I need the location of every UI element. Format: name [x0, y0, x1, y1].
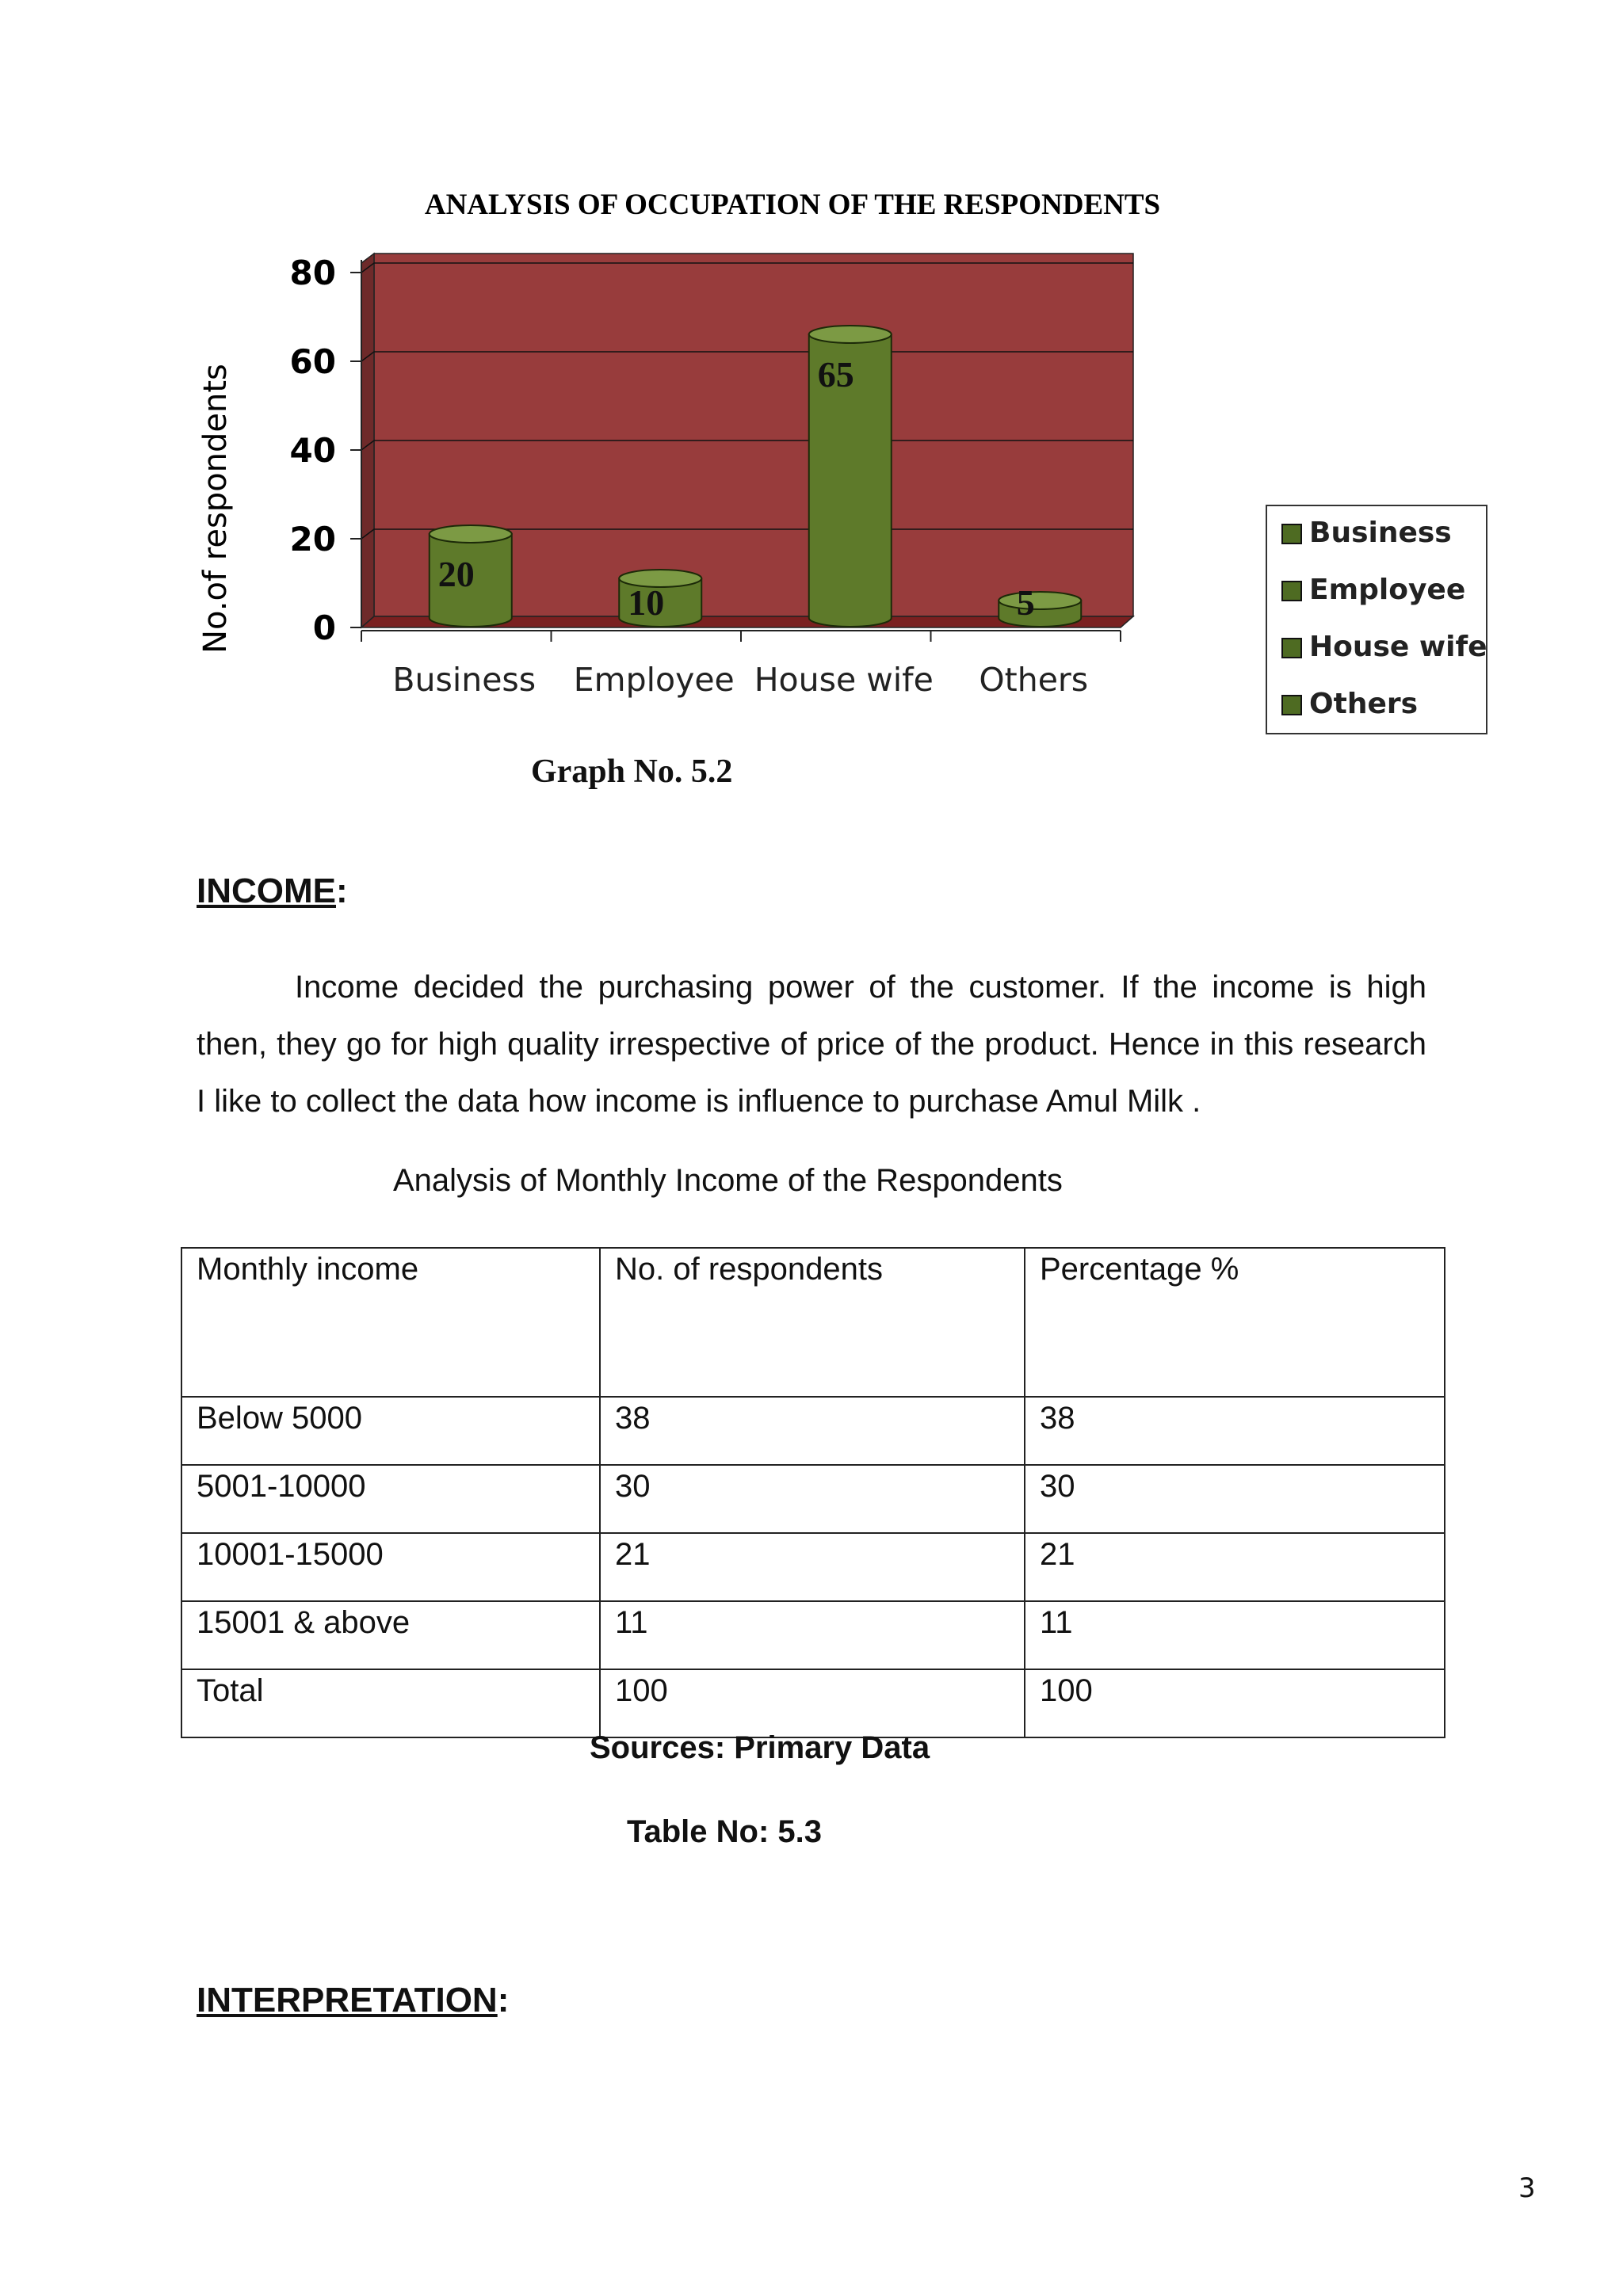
- table-row: [181, 1465, 1445, 1533]
- income-table: [181, 1247, 1445, 1738]
- legend-swatch: [1282, 639, 1301, 658]
- header-monthly-income: Monthly income: [181, 1248, 600, 1397]
- bar-data-label: 5: [1016, 582, 1035, 623]
- legend-item: Business: [1309, 517, 1452, 549]
- y-axis-label: No.of respondents: [197, 364, 234, 654]
- table-cell: 100: [1025, 1669, 1445, 1737]
- legend-item: Employee: [1309, 574, 1466, 606]
- income-heading-text: INCOME: [197, 871, 336, 910]
- legend-swatch: [1282, 582, 1301, 601]
- table-cell: Below 5000: [181, 1397, 600, 1465]
- x-tick-label: Others: [979, 661, 1089, 699]
- legend-swatch: [1282, 524, 1301, 543]
- table-row: [181, 1397, 1445, 1465]
- interpretation-heading-text: INTERPRETATION: [197, 1981, 498, 2019]
- income-heading-colon: :: [336, 871, 348, 910]
- table-row: [181, 1601, 1445, 1669]
- x-tick-label: Employee: [573, 661, 735, 699]
- y-tick-label: 60: [289, 342, 336, 381]
- legend-item: House wife: [1309, 631, 1487, 663]
- bar-data-label: 10: [628, 582, 665, 623]
- table-cell: 21: [600, 1533, 1025, 1601]
- y-tick-label: 0: [312, 608, 336, 647]
- x-tick-label: House wife: [754, 661, 934, 699]
- income-table-title: Analysis of Monthly Income of the Respondents: [393, 1163, 1063, 1198]
- header-respondents: No. of respondents: [600, 1248, 1025, 1397]
- income-paragraph-text: Income decided the purchasing power of the customer. If the income is high then, they go for high quality irrespective of price of the product. Hence in this research I like to collect the data how income is influence to purchase Amul Milk .: [197, 970, 1426, 1119]
- bar-top: [809, 326, 892, 343]
- bar-top: [430, 525, 512, 543]
- table-cell: 38: [600, 1397, 1025, 1465]
- legend-swatch: [1282, 696, 1301, 715]
- table-cell: 11: [1025, 1601, 1445, 1669]
- header-percentage: Percentage %: [1025, 1248, 1445, 1397]
- table-cell: 15001 & above: [181, 1601, 600, 1669]
- table-row: [181, 1669, 1445, 1737]
- table-source: Sources: Primary Data: [590, 1730, 930, 1765]
- table-cell: 30: [600, 1465, 1025, 1533]
- table-cell: Total: [181, 1669, 600, 1737]
- page-number: 3: [1518, 2172, 1536, 2204]
- x-tick-label: Business: [392, 661, 537, 699]
- bar-top: [999, 592, 1081, 609]
- table-cell: 21: [1025, 1533, 1445, 1601]
- y-tick-label: 40: [289, 431, 336, 470]
- table-cell: 100: [600, 1669, 1025, 1737]
- table-cell: 10001-15000: [181, 1533, 600, 1601]
- interpretation-heading: [197, 1981, 509, 2020]
- y-tick-label: 20: [289, 520, 336, 559]
- table-cell: 38: [1025, 1397, 1445, 1465]
- y-tick-label: 80: [289, 254, 336, 292]
- occupation-bar-chart: [174, 174, 1506, 745]
- interpretation-heading-colon: :: [497, 1981, 510, 2019]
- bar-data-label: 65: [817, 354, 854, 395]
- income-heading: [197, 871, 348, 911]
- table-row: [181, 1533, 1445, 1601]
- table-number: Table No: 5.3: [627, 1814, 822, 1849]
- table-cell: 11: [600, 1601, 1025, 1669]
- bar-data-label: 20: [437, 554, 475, 594]
- table-cell: 30: [1025, 1465, 1445, 1533]
- legend-item: Others: [1309, 688, 1419, 720]
- income-paragraph: [197, 959, 1426, 1130]
- plot-side-wall: [361, 254, 374, 627]
- chart-title: ANALYSIS OF OCCUPATION OF THE RESPONDENTS: [424, 189, 1161, 221]
- table-cell: 5001-10000: [181, 1465, 600, 1533]
- graph-caption: Graph No. 5.2: [531, 753, 733, 790]
- table-header-row: [181, 1248, 1445, 1397]
